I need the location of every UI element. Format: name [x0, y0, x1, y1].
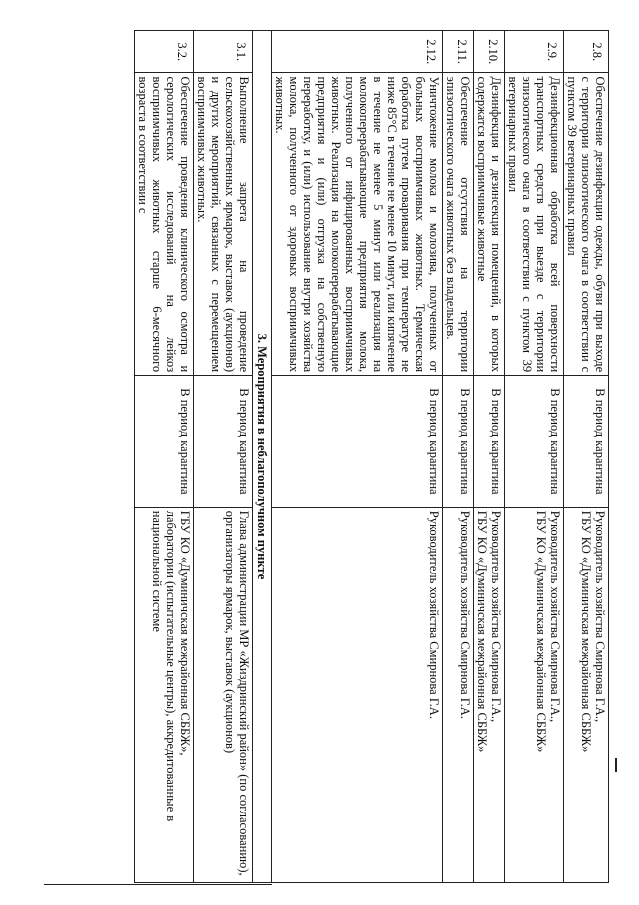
row-number: 2.8.: [564, 31, 609, 73]
responsible-line: организаторы ярмарок, выставок (аукционов): [223, 510, 237, 754]
table-row: [194, 31, 253, 883]
term-cell: В период карантина: [272, 376, 443, 508]
table-row: [505, 31, 564, 883]
row-number: 2.10.: [474, 31, 505, 73]
table-row: [564, 31, 609, 883]
table-row: [443, 31, 474, 883]
row-number: 3.1.: [194, 31, 253, 73]
responsible-cell: [135, 507, 194, 882]
responsible-cell: [272, 507, 443, 882]
term-cell: В период карантина: [194, 376, 253, 508]
measures-table: [134, 30, 609, 883]
row-number: 2.11.: [443, 31, 474, 73]
responsible-cell: [194, 507, 253, 882]
responsible-line: Руководитель хозяйства Смирнова Г.А.: [427, 510, 441, 719]
row-number: 2.12.: [272, 31, 443, 73]
activity-cell: Выполнение запрета на проведение сельскохозяйственных ярмарок, выставок (аукционов) и других мероприятий, связанных с перемещением восприимчивых животных.: [194, 73, 253, 376]
responsible-line: ГБУ КО «Думиничская межрайонная СББЖ»: [534, 510, 548, 753]
term-cell: В период карантина: [505, 376, 564, 508]
responsible-line: ГБУ КО «Думиничская межрайонная СББЖ»,: [178, 510, 192, 756]
responsible-line: ГБУ КО «Думиничская межрайонная СББЖ»: [579, 510, 593, 753]
responsible-line: Руководитель хозяйства Смирнова Г.А.,: [489, 510, 503, 723]
term-cell: В период карантина: [443, 376, 474, 508]
row-number: 2.9.: [505, 31, 564, 73]
row-number: 3.2.: [135, 31, 194, 73]
responsible-line: Руководитель хозяйства Смирнова Г.А.,: [593, 510, 607, 723]
responsible-cell: [564, 507, 609, 882]
responsible-cell: [505, 507, 564, 882]
section-heading-row: [253, 31, 272, 883]
term-cell: В период карантина: [474, 376, 505, 508]
table-row: [272, 31, 443, 883]
responsible-line: Руководитель хозяйства Смирнова Г.А.: [458, 510, 472, 719]
activity-cell: Обеспечение проведения клинического осмотра и серологических исследований на лейкоз восприимчивых животных старше 6-месячного возраста в соответствии с: [135, 73, 194, 376]
activity-cell: Уничтожение молока и молозива, полученных от больных восприимчивых животных. Термическая обработка путем проваривания при температуре не ниже 85°С в течение не менее 10 минут, или кипячение в течение не менее 5 минут или реализация на молокоперерабатывающие предприятия молока, полученного от инфицированных восприимчивых животных. Реализация на молокоперерабатывающие предприятия и (или) отгрузка на собственную переработку, и (или) использование внутри хозяйства молока, полученного от здоровых восприимчивых животных.: [272, 73, 443, 376]
responsible-line: Руководитель хозяйства Смирнова Г.А.,: [548, 510, 562, 723]
responsible-line: лаборатории (испытательные центры), аккредитованные в национальной системе: [150, 510, 178, 822]
activity-cell: Обеспечение дезинфекции одежды, обуви при выходе с территории эпизоотического очага в соответствии с пунктом 39 ветеринарных правил: [564, 73, 609, 376]
responsible-line: Глава администрации МР «Жиздринский район» (по согласованию),: [237, 510, 251, 876]
responsible-line: ГБУ КО «Думиничская межрайонная СББЖ»: [475, 510, 489, 753]
footnote-rule: [44, 884, 272, 885]
activity-cell: Дезинфекция и дезинсекция помещений, в которых содержатся восприимчивые животные: [474, 73, 505, 376]
activity-cell: Обеспечение отсутствия на территории эпизоотического очага животных без владельцев.: [443, 73, 474, 376]
responsible-cell: [474, 507, 505, 882]
table-row: [135, 31, 194, 883]
term-cell: В период карантина: [564, 376, 609, 508]
section-title: 3. Мероприятия в неблагополучном пункте: [253, 31, 272, 883]
responsible-cell: [443, 507, 474, 882]
term-cell: В период карантина: [135, 376, 194, 508]
table-row: [474, 31, 505, 883]
margin-mark: [615, 758, 617, 772]
activity-cell: Дезинфекционная обработка всей поверхности транспортных средств при выезде с территории эпизоотического очага в соответствии с пунктом 39 ветеринарных правил: [505, 73, 564, 376]
